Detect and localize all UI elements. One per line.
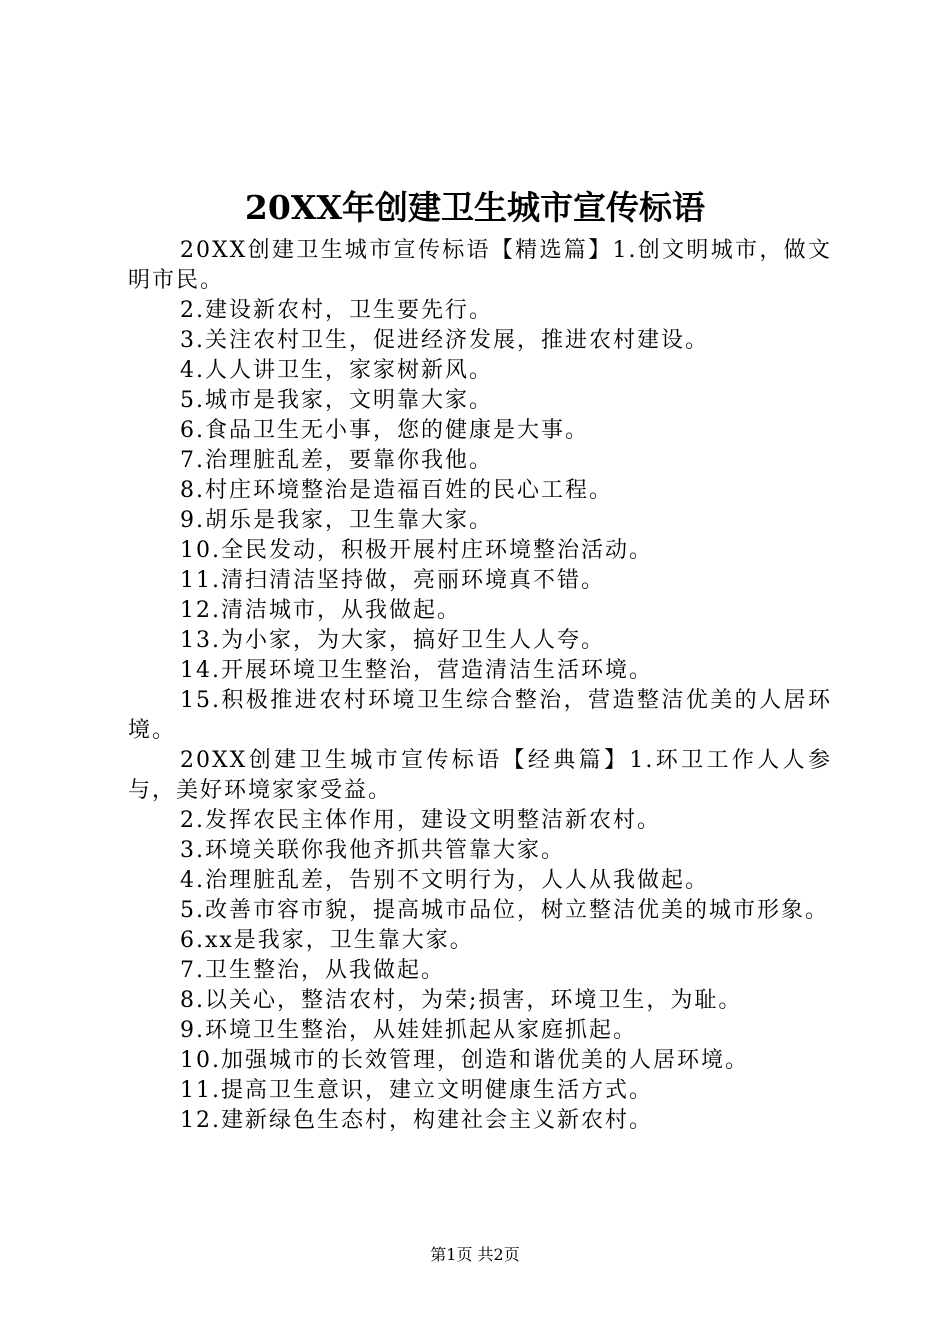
paragraph: 12.清洁城市，从我做起。 [180,598,461,623]
paragraph: 20XX创建卫生城市宣传标语【经典篇】1.环卫工作人人参与，美好环境家家受益。 [128,748,832,803]
paragraph: 8.以关心，整洁农村，为荣;损害，环境卫生，为耻。 [180,988,743,1013]
paragraph: 15.积极推进农村环境卫生综合整治，营造整洁优美的人居环境。 [128,688,832,743]
paragraph: 5.城市是我家，文明靠大家。 [180,388,493,413]
paragraph: 8.村庄环境整治是造福百姓的民心工程。 [180,478,613,503]
paragraph: 4.人人讲卫生，家家树新风。 [180,358,493,383]
paragraph: 11.清扫清洁坚持做，亮丽环境真不错。 [180,568,605,593]
paragraph: 4.治理脏乱差，告别不文明行为，人人从我做起。 [180,868,709,893]
page-title: 20XX年创建卫生城市宣传标语 [244,188,706,227]
paragraph: 6.食品卫生无小事，您的健康是大事。 [180,418,589,443]
paragraph: 7.卫生整治，从我做起。 [180,958,445,983]
paragraph: 13.为小家，为大家，搞好卫生人人夸。 [180,628,605,653]
paragraph: 12.建新绿色生态村，构建社会主义新农村。 [180,1108,653,1133]
paragraph: 7.治理脏乱差，要靠你我他。 [180,448,493,473]
paragraph: 2.建设新农村，卫生要先行。 [180,298,493,323]
paragraph: 10.全民发动，积极开展村庄环境整治活动。 [180,538,653,563]
paragraph: 5.改善市容市貌，提高城市品位，树立整洁优美的城市形象。 [180,898,829,923]
paragraph: 14.开展环境卫生整治，营造清洁生活环境。 [180,658,653,683]
paragraph: 3.环境关联你我他齐抓共管靠大家。 [180,838,565,863]
paragraph: 6.xx是我家，卫生靠大家。 [180,928,474,953]
paragraph: 9.胡乐是我家，卫生靠大家。 [180,508,493,533]
document-body [128,236,832,1136]
paragraph: 3.关注农村卫生，促进经济发展，推进农村建设。 [180,328,709,353]
paragraph: 2.发挥农民主体作用，建设文明整洁新农村。 [180,808,661,833]
paragraph: 9.环境卫生整治，从娃娃抓起从家庭抓起。 [180,1018,637,1043]
paragraph: 11.提高卫生意识，建立文明健康生活方式。 [180,1078,653,1103]
paragraph: 20XX创建卫生城市宣传标语【精选篇】1.创文明城市，做文明市民。 [128,238,832,293]
page-footer: 第1页 共2页 [430,1245,520,1264]
paragraph: 10.加强城市的长效管理，创造和谐优美的人居环境。 [180,1048,749,1073]
